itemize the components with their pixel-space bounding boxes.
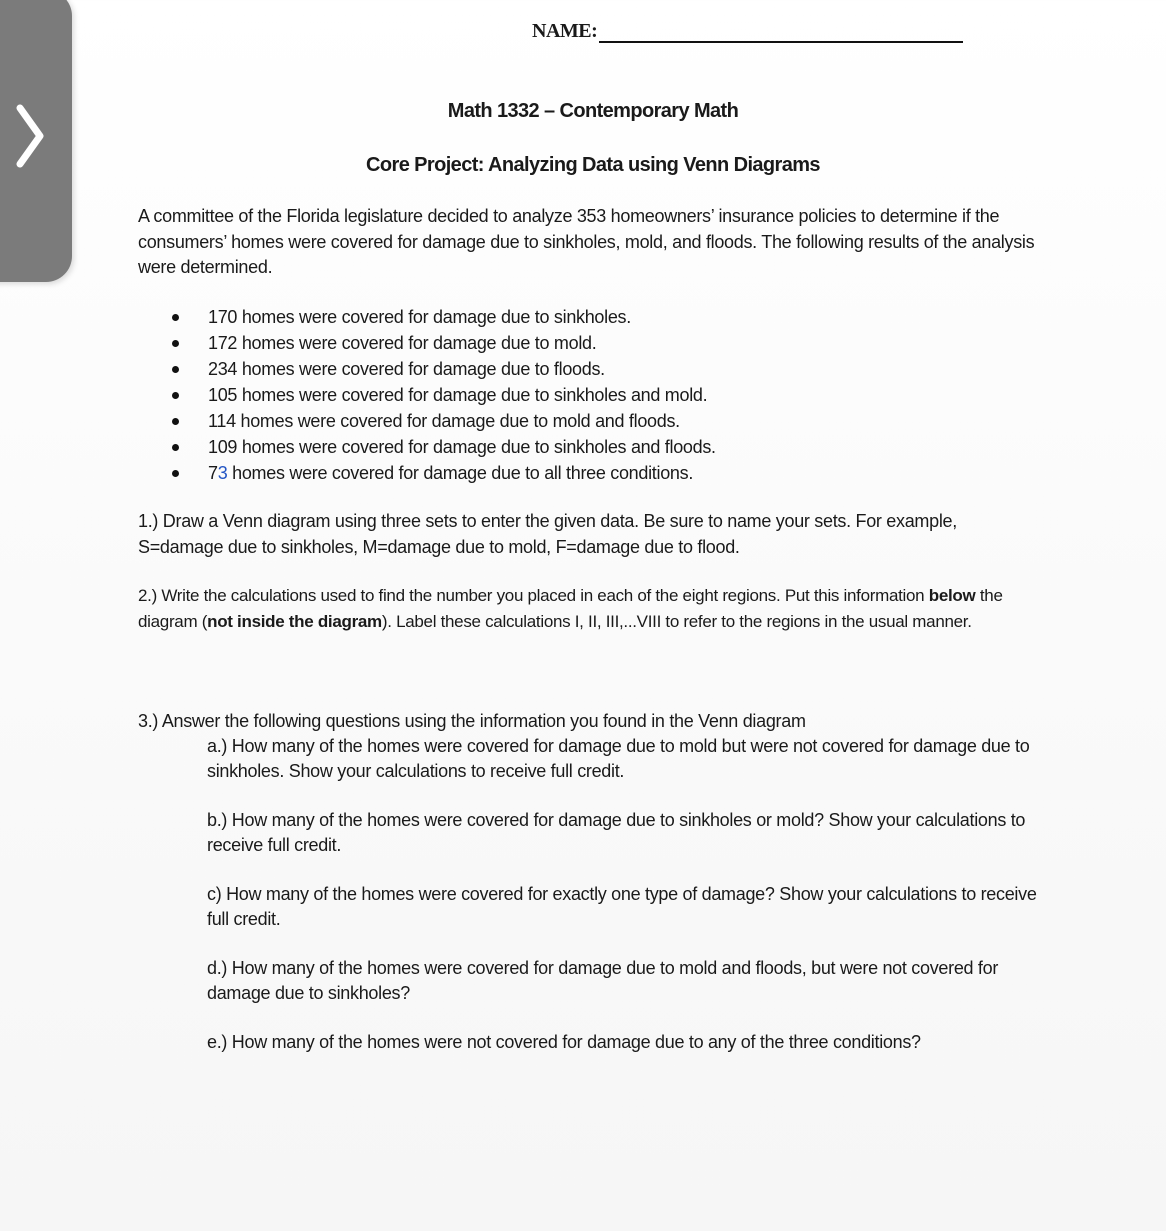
q2-text: the diagram ( xyxy=(138,586,1003,631)
facts-list xyxy=(170,304,716,486)
list-item: 114 homes were covered for damage due to mold and floods. xyxy=(170,408,716,434)
list-item: 234 homes were covered for damage due to floods. xyxy=(170,356,716,382)
name-field xyxy=(532,20,963,43)
fact-number-digit: 7 xyxy=(208,463,218,483)
intro-paragraph: A committee of the Florida legislature decided to analyze 353 homeowners’ insurance policies to determine if the consumers’ homes were covered for damage due to sinkholes, mold, and floods. The following results of the analysis were determined. xyxy=(138,206,1035,277)
list-item: 105 homes were covered for damage due to sinkholes and mold. xyxy=(170,382,716,408)
list-item: 172 homes were covered for damage due to mold. xyxy=(170,330,716,356)
question-1: 1.) Draw a Venn diagram using three sets to enter the given data. Be sure to name your sets. For example, S=damage due to sinkholes, M=damage due to mold, F=damage due to flood. xyxy=(138,511,957,557)
q2-emphasis-not-inside: not inside the diagram xyxy=(207,611,382,631)
list-item: 109 homes were covered for damage due to sinkholes and floods. xyxy=(170,434,716,460)
question-3a: a.) How many of the homes were covered for damage due to mold but were not covered for damage due to sinkholes. Show your calculations to receive full credit. xyxy=(207,736,1030,781)
q2-text: 2.) Write the calculations used to find the number you placed in each of the eight regions. Put this information xyxy=(138,586,929,605)
course-title: Math 1332 – Contemporary Math xyxy=(447,100,739,122)
question-3b: b.) How many of the homes were covered for damage due to sinkholes or mold? Show your calculations to receive full credit. xyxy=(207,810,1026,855)
q2-emphasis-below: below xyxy=(928,586,976,605)
question-3: 3.) Answer the following questions using the information you found in the Venn diagram xyxy=(138,711,806,731)
question-3c: c) How many of the homes were covered for exactly one type of damage? Show your calculations to receive full credit. xyxy=(207,884,1037,929)
fact-number-highlight: 3 xyxy=(217,463,228,483)
name-label: NAME: xyxy=(532,20,598,42)
question-3d: d.) How many of the homes were covered for damage due to mold and floods, but were not covered for damage due to sinkholes? xyxy=(207,958,999,1003)
project-title: Core Project: Analyzing Data using Venn Diagrams xyxy=(366,154,820,176)
q2-text: ). Label these calculations I, II, III,...VIII to refer to the regions in the usual manner. xyxy=(381,611,972,631)
question-2 xyxy=(138,583,1038,634)
question-3e: e.) How many of the homes were not covered for damage due to any of the three conditions? xyxy=(207,1032,921,1052)
name-blank-line xyxy=(599,21,963,43)
fact-text: homes were covered for damage due to all three conditions. xyxy=(227,463,694,483)
list-item xyxy=(170,460,716,486)
list-item: 170 homes were covered for damage due to sinkholes. xyxy=(170,304,716,330)
